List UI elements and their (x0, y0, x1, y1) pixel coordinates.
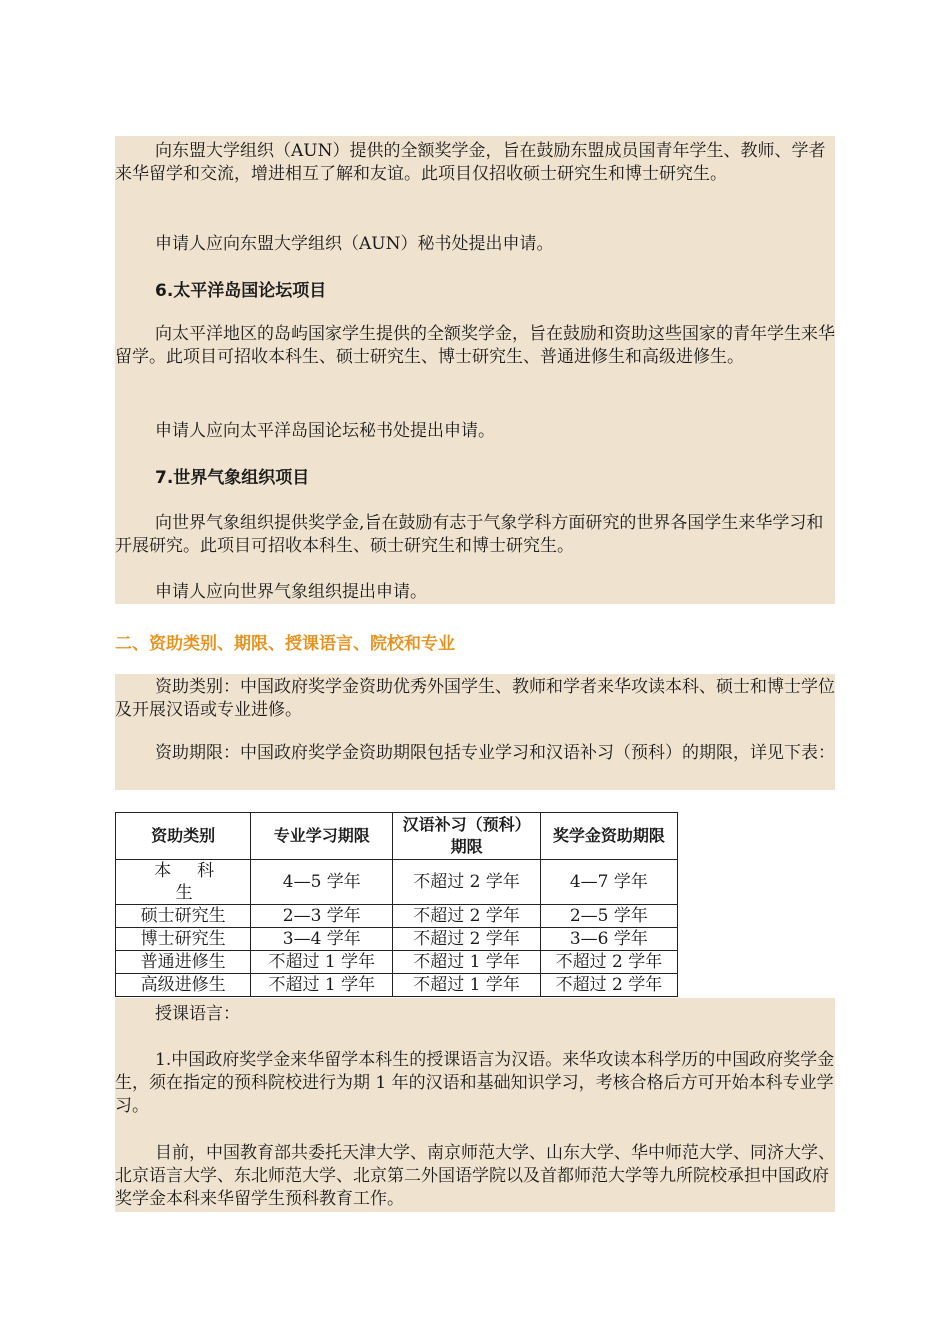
paragraph-funding-duration: 资助期限：中国政府奖学金资助期限包括专业学习和汉语补习（预科）的期限，详见下表： (155, 743, 835, 763)
table-cell: 不超过 1 学年 (393, 951, 540, 974)
table-cell: 不超过 2 学年 (393, 860, 540, 905)
paragraph-wmo-application: 申请人应向世界气象组织提出申请。 (155, 582, 427, 602)
table-header-cell: 专业学习期限 (251, 813, 393, 860)
paragraph-aun-description: 向东盟大学组织（AUN）提供的全额奖学金，旨在鼓励东盟成员国青年学生、教师、学者来华留学和交流，增进相互了解和友谊。此项目仅招收硕士研究生和博士研究生。 (115, 141, 826, 184)
table-cell: 高级进修生 (116, 974, 251, 997)
table-cell: 本科生 (116, 860, 251, 905)
paragraph-preparatory-institutions: 目前，中国教育部共委托天津大学、南京师范大学、山东大学、华中师范大学、同济大学、北京语言大学、东北师范大学、北京第二外国语学院以及首都师范大学等九所院校承担中国政府奖学金本科来华留学生预科教育工作。 (115, 1143, 835, 1209)
table-row (116, 905, 678, 928)
table-cell: 不超过 1 学年 (251, 974, 393, 997)
paragraph-pacific-application: 申请人应向太平洋岛国论坛秘书处提出申请。 (155, 421, 495, 441)
paragraph-pacific-description: 向太平洋地区的岛屿国家学生提供的全额奖学金，旨在鼓励和资助这些国家的青年学生来华留学。此项目可招收本科生、硕士研究生、博士研究生、普通进修生和高级进修生。 (115, 324, 835, 367)
table-cell: 3—4 学年 (251, 928, 393, 951)
table-cell: 不超过 2 学年 (393, 928, 540, 951)
paragraph-wmo-description: 向世界气象组织提供奖学金,旨在鼓励有志于气象学科方面研究的世界各国学生来华学习和开展研究。此项目可招收本科生、硕士研究生和博士研究生。 (115, 513, 824, 556)
paragraph-aun-application: 申请人应向东盟大学组织（AUN）秘书处提出申请。 (155, 234, 554, 254)
heading-pacific-islands-forum: 6.太平洋岛国论坛项目 (155, 281, 327, 301)
section-title-funding: 二、资助类别、期限、授课语言、院校和专业 (115, 634, 455, 654)
table-row (116, 974, 678, 997)
content-block-language (115, 998, 835, 1212)
table-cell: 硕士研究生 (116, 905, 251, 928)
table-cell: 不超过 1 学年 (251, 951, 393, 974)
table-cell: 4—5 学年 (251, 860, 393, 905)
table-cell: 普通进修生 (116, 951, 251, 974)
heading-wmo-program: 7.世界气象组织项目 (155, 468, 310, 488)
content-block-funding (115, 674, 835, 790)
table-row (116, 928, 678, 951)
table-cell: 4—7 学年 (540, 860, 677, 905)
content-block-programs (115, 136, 835, 604)
table-cell: 不超过 2 学年 (540, 974, 677, 997)
paragraph-language-title: 授课语言： (155, 1004, 240, 1024)
paragraph-funding-category: 资助类别：中国政府奖学金资助优秀外国学生、教师和学者来华攻读本科、硕士和博士学位及开展汉语或专业进修。 (115, 677, 835, 720)
table-cell: 不超过 2 学年 (393, 905, 540, 928)
table-cell: 不超过 1 学年 (393, 974, 540, 997)
table-cell: 2—5 学年 (540, 905, 677, 928)
table-header-cell: 奖学金资助期限 (540, 813, 677, 860)
paragraph-language-undergrad: 1.中国政府奖学金来华留学本科生的授课语言为汉语。来华攻读本科学历的中国政府奖学金生，须在指定的预科院校进行为期 1 年的汉语和基础知识学习，考核合格后方可开始本科专业学习。 (115, 1050, 835, 1116)
table-row (116, 951, 678, 974)
funding-duration-table (115, 812, 678, 997)
table-cell: 博士研究生 (116, 928, 251, 951)
table-row (116, 860, 678, 905)
table-header-cell: 资助类别 (116, 813, 251, 860)
table-header-row (116, 813, 678, 860)
table-cell: 不超过 2 学年 (540, 951, 677, 974)
table-header-cell: 汉语补习（预科）期限 (393, 813, 540, 860)
table-cell: 3—6 学年 (540, 928, 677, 951)
table-cell: 2—3 学年 (251, 905, 393, 928)
